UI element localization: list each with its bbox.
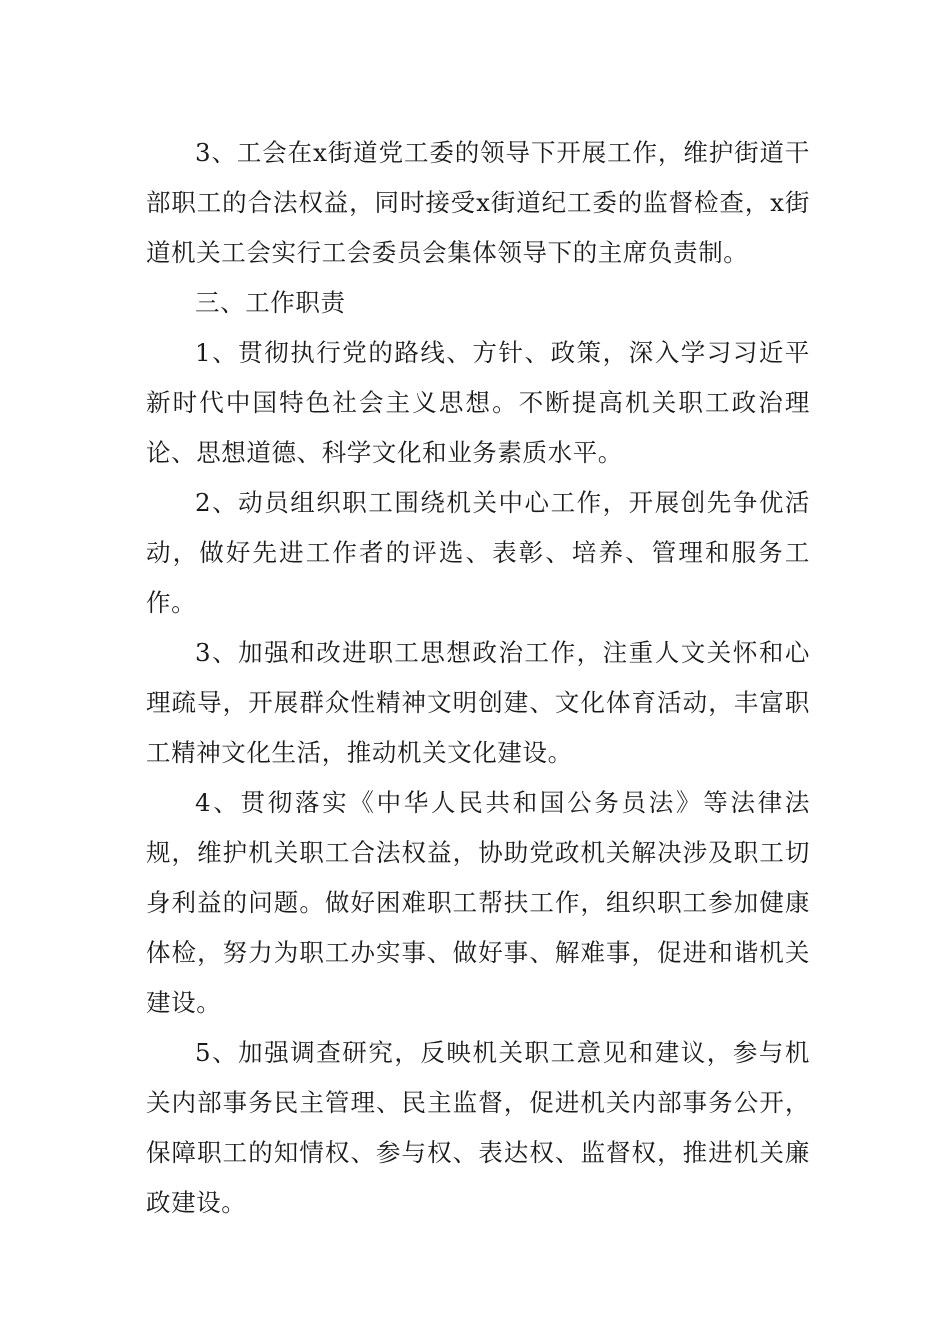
- paragraph-union-leadership: 3、工会在x街道党工委的领导下开展工作，维护街道干部职工的合法权益，同时接受x街道纪工委的监督检查，x街道机关工会实行工会委员会集体领导下的主席负责制。: [146, 138, 810, 267]
- document-body: [146, 128, 810, 1228]
- paragraph-duty-5: 5、加强调查研究，反映机关职工意见和建议，参与机关内部事务民主管理、民主监督，促进机关内部事务公开，保障职工的知情权、参与权、表达权、监督权，推进机关廉政建设。: [146, 1038, 810, 1217]
- section-heading-work-duties: 三、工作职责: [195, 288, 346, 317]
- paragraph-duty-1: 1、贯彻执行党的路线、方针、政策，深入学习习近平新时代中国特色社会主义思想。不断提高机关职工政治理论、思想道德、科学文化和业务素质水平。: [146, 338, 810, 467]
- paragraph-duty-2: 2、动员组织职工围绕机关中心工作，开展创先争优活动，做好先进工作者的评选、表彰、培养、管理和服务工作。: [146, 488, 810, 617]
- paragraph-duty-3: 3、加强和改进职工思想政治工作，注重人文关怀和心理疏导，开展群众性精神文明创建、文化体育活动，丰富职工精神文化生活，推动机关文化建设。: [146, 638, 810, 767]
- paragraph-duty-4: 4、贯彻落实《中华人民共和国公务员法》等法律法规，维护机关职工合法权益，协助党政机关解决涉及职工切身利益的问题。做好困难职工帮扶工作，组织职工参加健康体检，努力为职工办实事、做好事、解难事，促进和谐机关建设。: [146, 788, 810, 1017]
